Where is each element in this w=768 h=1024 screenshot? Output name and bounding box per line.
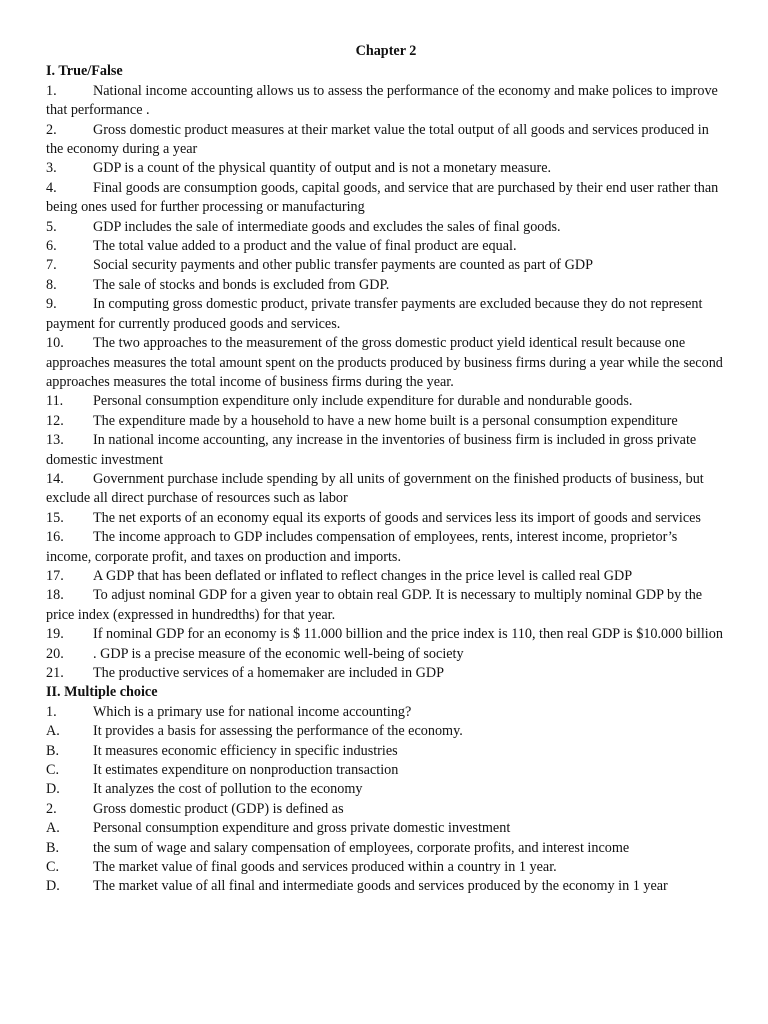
document-page <box>46 42 726 897</box>
true-false-item <box>46 82 726 121</box>
item-number: 2. <box>46 800 57 817</box>
item-number: 12. <box>46 412 64 429</box>
item-text: Social security payments and other public transfer payments are counted as part of GDP <box>93 257 593 274</box>
item-number: 1. <box>46 82 57 99</box>
item-number: 8. <box>46 276 57 293</box>
item-text: To adjust nominal GDP for a given year to obtain real GDP. It is necessary to multiply nominal GDP by the price index (expressed in hundredths) for that year. <box>46 587 703 623</box>
item-number: 5. <box>46 218 57 235</box>
item-number: 21. <box>46 665 64 681</box>
multiple-choice-item <box>46 703 726 722</box>
item-number: 13. <box>46 432 64 449</box>
item-text: the sum of wage and salary compensation of employees, corporate profits, and interest income <box>93 839 630 856</box>
item-text: The total value added to a product and the value of final product are equal. <box>93 238 517 255</box>
item-number: 4. <box>46 179 57 196</box>
item-text: It analyzes the cost of pollution to the economy <box>93 781 363 798</box>
item-text: The net exports of an economy equal its exports of goods and services less its import of goods and services <box>93 509 701 526</box>
item-number: A. <box>46 820 60 837</box>
multiple-choice-item <box>46 819 726 838</box>
item-number: 19. <box>46 626 64 643</box>
item-text: The income approach to GDP includes compensation of employees, rents, interest income, proprietor’s income, corporate profit, and taxes on production and imports. <box>46 529 678 565</box>
item-text: In computing gross domestic product, private transfer payments are excluded because they do not represent payment for currently produced goods and services. <box>46 296 703 332</box>
multiple-choice-item <box>46 800 726 819</box>
item-number: 10. <box>46 335 64 352</box>
true-false-item <box>46 159 726 178</box>
item-number: B. <box>46 839 60 856</box>
true-false-item <box>46 392 726 411</box>
item-number: 16. <box>46 529 64 546</box>
item-text: A GDP that has been deflated or inflated to reflect changes in the price level is called real GDP <box>93 567 633 584</box>
multiple-choice-item <box>46 761 726 780</box>
item-number: 17. <box>46 567 64 584</box>
item-text: If nominal GDP for an economy is $ 11.000 billion and the price index is 110, then real GDP is $10.000 billion <box>93 626 723 643</box>
multiple-choice-list <box>46 703 726 897</box>
item-text: Personal consumption expenditure and gross private domestic investment <box>93 820 511 837</box>
item-number: C. <box>46 859 60 876</box>
item-number: A. <box>46 723 60 740</box>
item-number: 3. <box>46 160 57 177</box>
item-text: GDP is a count of the physical quantity of output and is not a monetary measure. <box>93 160 552 177</box>
item-text: Which is a primary use for national income accounting? <box>93 703 412 720</box>
true-false-item <box>46 528 726 567</box>
true-false-item <box>46 295 726 334</box>
true-false-item <box>46 509 726 528</box>
item-text: The expenditure made by a household to have a new home built is a personal consumption expenditure <box>93 412 678 429</box>
true-false-item <box>46 567 726 586</box>
section-heading-multiple-choice: II. Multiple choice <box>46 684 158 701</box>
item-text: The two approaches to the measurement of the gross domestic product yield identical result because one approaches measures the total amount spent on the products produced by business firms during a year while the second approaches measures the total income of business firms during the year. <box>46 335 723 390</box>
item-text: It measures economic efficiency in specific industries <box>93 742 398 759</box>
true-false-item <box>46 237 726 256</box>
item-number: D. <box>46 878 60 895</box>
multiple-choice-item <box>46 722 726 741</box>
multiple-choice-item <box>46 839 726 858</box>
item-text: Gross domestic product measures at their market value the total output of all goods and services produced in the economy during a year <box>46 121 709 158</box>
item-number: C. <box>46 762 60 779</box>
true-false-item <box>46 664 726 683</box>
true-false-item <box>46 625 726 644</box>
true-false-item <box>46 470 726 509</box>
true-false-item <box>46 121 726 160</box>
item-number: 9. <box>46 296 57 313</box>
section-heading-true-false: I. True/False <box>46 63 123 80</box>
item-text: The sale of stocks and bonds is excluded from GDP. <box>93 276 390 293</box>
item-number: 15. <box>46 509 64 526</box>
true-false-item <box>46 431 726 470</box>
true-false-item <box>46 334 726 392</box>
item-number: 14. <box>46 470 64 487</box>
item-text: Gross domestic product (GDP) is defined as <box>93 800 344 817</box>
item-text: The productive services of a homemaker are included in GDP <box>93 665 445 681</box>
item-text: In national income accounting, any increase in the inventories of business firm is included in gross private domestic investment <box>46 432 697 468</box>
chapter-title: Chapter 2 <box>355 43 417 59</box>
item-text: It provides a basis for assessing the performance of the economy. <box>93 723 463 740</box>
item-number: 6. <box>46 238 57 255</box>
item-text: The market value of all final and intermediate goods and services produced by the economy in 1 year <box>93 878 668 895</box>
true-false-item <box>46 276 726 295</box>
true-false-item <box>46 218 726 237</box>
item-number: 11. <box>46 393 64 410</box>
true-false-item <box>46 645 726 664</box>
item-text: GDP includes the sale of intermediate goods and excludes the sales of final goods. <box>93 218 561 235</box>
item-number: D. <box>46 781 60 798</box>
item-number: B. <box>46 742 60 759</box>
true-false-list <box>46 82 726 684</box>
true-false-item <box>46 412 726 431</box>
multiple-choice-item <box>46 858 726 877</box>
item-text: Personal consumption expenditure only include expenditure for durable and nondurable goods. <box>93 393 633 410</box>
item-number: 18. <box>46 587 64 604</box>
item-number: 1. <box>46 703 57 720</box>
true-false-item <box>46 256 726 275</box>
true-false-item <box>46 179 726 218</box>
multiple-choice-item <box>46 780 726 799</box>
item-text: It estimates expenditure on nonproduction transaction <box>93 762 399 779</box>
item-text: . GDP is a precise measure of the economic well-being of society <box>93 645 464 662</box>
item-number: 7. <box>46 257 57 274</box>
item-number: 2. <box>46 121 57 138</box>
true-false-item <box>46 586 726 625</box>
item-text: The market value of final goods and services produced within a country in 1 year. <box>93 859 557 876</box>
item-text: Final goods are consumption goods, capital goods, and service that are purchased by their end user rather than being ones used for further processing or manufacturing <box>46 179 719 216</box>
item-number: 20. <box>46 645 64 662</box>
item-text: Government purchase include spending by all units of government on the finished products of business, but exclude all direct purchase of resources such as labor <box>46 470 704 507</box>
multiple-choice-item <box>46 742 726 761</box>
multiple-choice-item <box>46 877 726 896</box>
item-text: National income accounting allows us to assess the performance of the economy and make polices to improve that performance . <box>46 82 718 119</box>
